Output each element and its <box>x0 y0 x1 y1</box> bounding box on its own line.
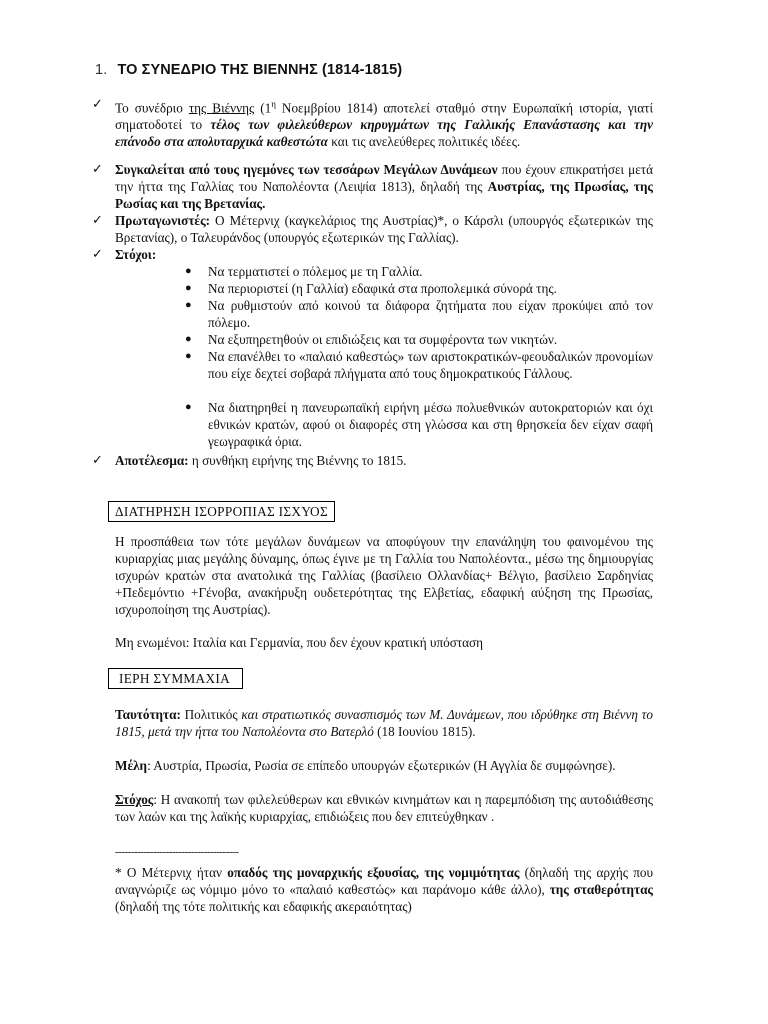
goal-item: Να τερματιστεί ο πόλεμος με τη Γαλλία. <box>208 264 423 279</box>
bullet-icon: ● <box>185 401 192 413</box>
goal-item: Να περιοριστεί (η Γαλλία) εδαφικά στα προπολεμικά σύνορά της. <box>208 281 557 296</box>
section-title-text: ΤΟ ΣΥΝΕΔΡΙΟ ΤΗΣ ΒΙΕΝΝΗΣ (1814-1815) <box>117 62 403 78</box>
bullet-icon: ● <box>185 282 192 294</box>
heading-holy-alliance: ΙΕΡΗ ΣΥΜΜΑΧΙΑ <box>108 668 243 689</box>
paragraph-convened: Συγκαλείται από τους ηγεμόνες των τεσσάρων Μεγάλων Δυνάμεων που έχουν επικρατήσει μετά την ήττα της Γαλλίας του Ναπολέοντα (Λειψία 1813), δηλαδή της Αυστρίας, της Πρωσίας, της Ρωσίας και της Βρετανίας. <box>115 162 653 211</box>
section-title <box>95 62 402 78</box>
bullet-icon: ● <box>185 265 192 277</box>
goal-item: Να επανέλθει το «παλαιό καθεστώς» των αριστοκρατικών-φεουδαλικών προνομίων που είχε δεχτεί σοβαρά πλήγματα από τους δημοκρατικούς Γάλλους. <box>208 349 653 381</box>
checkmark-icon: ✓ <box>92 96 103 111</box>
paragraph-balance: Η προσπάθεια των τότε μεγάλων δυνάμεων να αποφύγουν την επανάληψη του φαινομένου της κυριαρχίας μιας μεγάλης δύναμης, όπως έγινε με τη Γαλλία του Ναπολέοντα., μέσω της δημιουργίας ισχυρών κρατών στα ανατολικά της Γαλλίας (βασίλειο Ολλανδίας+ Βέλγιο, βασίλειο Σαρδηνίας +Πεδεμόντιο +Γένοβα, ανακήρυξη ουδετερότητας της Ελβετίας, εδαφική αύξηση της Πρωσίας, ισχυροποίηση της Αυστρίας). <box>115 534 653 617</box>
bullet-icon: ● <box>185 299 192 311</box>
footnote: * Ο Μέτερνιχ ήταν οπαδός της μοναρχικής εξουσίας, της νομιμότητας (δηλαδή της αρχής που αναγνώριζε ως νόμιμο μόνο το «παλαιό καθεστώς» και παράνομο κάθε άλλο), της σταθερότητας (δηλαδή της τότε πολιτικής και εδαφικής ακεραιότητας) <box>115 865 653 914</box>
paragraph-identity: Ταυτότητα: Πολιτικός και στρατιωτικός συνασπισμός των Μ. Δυνάμεων, που ιδρύθηκε στη Βιέννη το 1815, μετά την ήττα του Ναπολέοντα στο Βατερλό (18 Ιουνίου 1815). <box>115 707 653 739</box>
paragraph-protagonists: Πρωταγωνιστές: Ο Μέτερνιχ (καγκελάριος της Αυστρίας)*, ο Κάρσλι (υπουργός εξωτερικών της Βρετανίας), ο Ταλευράνδος (υπουργός εξωτερικών της Γαλλίας). <box>115 213 653 245</box>
separator-line: --------------------------------------- <box>115 846 239 858</box>
goal-item: Να εξυπηρετηθούν οι επιδιώξεις και τα συμφέροντα των νικητών. <box>208 332 558 347</box>
checkmark-icon: ✓ <box>92 161 103 176</box>
heading-balance-of-power: ΔΙΑΤΗΡΗΣΗ ΙΣΟΡΡΟΠΙΑΣ ΙΣΧΥΟΣ <box>108 501 335 522</box>
paragraph-intro: Το συνέδριο της Βιέννης ($1^\eta$ Νοεμβρίου 1814) αποτελεί σταθμό στην Ευρωπαϊκή ιστορία, γιατί σηματοδοτεί το τέλος των φιλελεύθερων κηρυγμάτων της Γαλλικής Επανάστασης και την επάνοδο στα απολυταρχικά καθεστώτα και τις ανελεύθερες πολιτικές ιδέες. <box>115 99 654 150</box>
goals-label: Στόχοι: <box>115 247 157 262</box>
paragraph-members: Μέλη: Αυστρία, Πρωσία, Ρωσία σε επίπεδο υπουργών εξωτερικών (Η Αγγλία δε συμφώνησε). <box>115 758 616 773</box>
bullet-icon: ● <box>185 333 192 345</box>
checkmark-icon: ✓ <box>92 452 103 467</box>
bullet-icon: ● <box>185 350 192 362</box>
checkmark-icon: ✓ <box>92 246 103 261</box>
section-number: 1. <box>95 62 108 78</box>
goal-item: Να ρυθμιστούν από κοινού τα διάφορα ζητήματα που είχαν προκύψει από τον πόλεμο. <box>208 298 653 330</box>
paragraph-not-unified: Μη ενωμένοι: Ιταλία και Γερμανία, που δεν έχουν κρατική υπόσταση <box>115 635 484 650</box>
goal-item: Να διατηρηθεί η πανευρωπαϊκή ειρήνη μέσω πολυεθνικών αυτοκρατοριών και όχι εθνικών κρατών, αφού οι διαφορές στη γλώσσα και στη θρησκεία δεν είχαν σαφή γεωγραφικά όρια. <box>208 400 653 449</box>
paragraph-goal: Στόχος: Η ανακοπή των φιλελεύθερων και εθνικών κινημάτων και η παρεμπόδιση της αυτοδιάθεσης των λαών και της λαϊκής κυριαρχίας, επιδιώξεις που δεν επιτεύχθηκαν . <box>115 792 653 824</box>
checkmark-icon: ✓ <box>92 212 103 227</box>
paragraph-result: Αποτέλεσμα: η συνθήκη ειρήνης της Βιέννης το 1815. <box>115 453 407 468</box>
